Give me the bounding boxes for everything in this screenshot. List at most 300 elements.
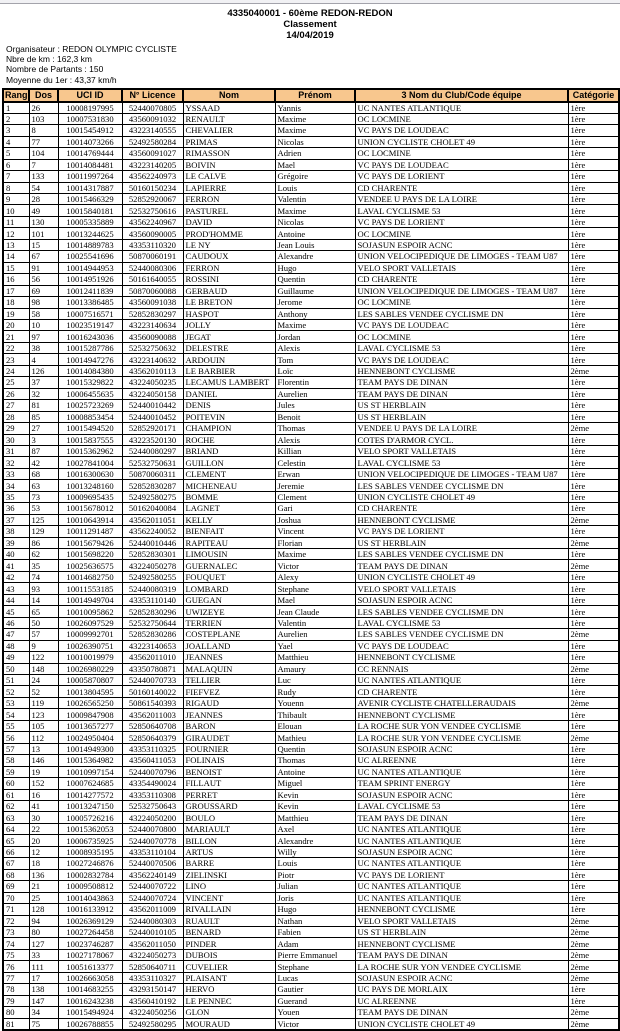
table-row (3, 411, 619, 422)
cell-categorie: 1ère (568, 251, 619, 262)
cell-club: OC LOCMINE (355, 297, 568, 308)
cell-club: LES SABLES VENDEE CYCLISME DN (355, 308, 568, 319)
cell-rang: 1 (3, 102, 29, 114)
cell-nom: ROCHE (183, 434, 275, 445)
cell-rang: 12 (3, 228, 29, 239)
cell-nom: BARON (183, 720, 275, 731)
cell-prenom: Julian (275, 881, 355, 892)
cell-rang: 39 (3, 537, 29, 548)
cell-nom: PINDER (183, 938, 275, 949)
cell-club: LES SABLES VENDEE CYCLISME DN (355, 606, 568, 617)
cell-prenom: Killian (275, 445, 355, 456)
cell-nom: JEANNES (183, 652, 275, 663)
cell-prenom: Anthony (275, 308, 355, 319)
cell-club: VC PAYS DE LORIENT (355, 869, 568, 880)
cell-nom: GUERNALEC (183, 560, 275, 571)
cell-rang: 55 (3, 720, 29, 731)
cell-prenom: Nicolas (275, 136, 355, 147)
cell-licence: 52852830286 (122, 629, 183, 640)
cell-prenom: Thibault (275, 709, 355, 720)
cell-dos: 87 (29, 445, 58, 456)
cell-dos: 119 (29, 697, 58, 708)
cell-club: VC PAYS DE LORIENT (355, 216, 568, 227)
cell-club: TEAM PAYS DE DINAN (355, 1007, 568, 1018)
cell-prenom: Alexis (275, 434, 355, 445)
cell-rang: 13 (3, 239, 29, 250)
race-title: 4335040001 - 60ème REDON-REDON (227, 8, 393, 19)
cell-dos: 93 (29, 583, 58, 594)
cell-rang: 40 (3, 549, 29, 560)
cell-rang: 67 (3, 858, 29, 869)
cell-rang: 68 (3, 869, 29, 880)
cell-club: HENNEBONT CYCLISME (355, 365, 568, 376)
cell-club: VC PAYS DE LOUDEAC (355, 354, 568, 365)
cell-nom: GLON (183, 1007, 275, 1018)
cell-uci_id: 10012411839 (58, 285, 122, 296)
cell-categorie: 1ère (568, 354, 619, 365)
cell-prenom: Fabien (275, 926, 355, 937)
cell-categorie: 1ère (568, 319, 619, 330)
cell-club: CC RENNAIS (355, 663, 568, 674)
cell-uci_id: 10014084380 (58, 365, 122, 376)
cell-dos: 126 (29, 365, 58, 376)
cell-categorie: 1ère (568, 594, 619, 605)
cell-licence: 43560090088 (122, 331, 183, 342)
cell-dos: 50 (29, 617, 58, 628)
table-row (3, 136, 619, 147)
cell-licence: 43560090005 (122, 228, 183, 239)
table-row (3, 675, 619, 686)
cell-rang: 41 (3, 560, 29, 571)
cell-categorie: 1ère (568, 892, 619, 903)
cell-uci_id: 10011291487 (58, 526, 122, 537)
cell-prenom: Tom (275, 354, 355, 365)
cell-rang: 24 (3, 365, 29, 376)
cell-uci_id: 10016300630 (58, 468, 122, 479)
cell-licence: 52852830301 (122, 549, 183, 560)
cell-nom: BENARD (183, 926, 275, 937)
cell-club: LA ROCHE SUR YON VENDEE CYCLISME (355, 961, 568, 972)
cell-dos: 128 (29, 904, 58, 915)
cell-licence: 52852830297 (122, 308, 183, 319)
table-row (3, 1007, 619, 1018)
cell-categorie: 1ère (568, 755, 619, 766)
cell-categorie: 1ère (568, 171, 619, 182)
cell-uci_id: 10015364982 (58, 755, 122, 766)
table-row (3, 457, 619, 468)
cell-categorie: 1ère (568, 136, 619, 147)
cell-uci_id: 10007624685 (58, 778, 122, 789)
cell-uci_id: 10023746287 (58, 938, 122, 949)
table-row (3, 148, 619, 159)
cell-licence: 43224050158 (122, 388, 183, 399)
cell-categorie: 1ère (568, 308, 619, 319)
table-row (3, 480, 619, 491)
cell-rang: 35 (3, 491, 29, 502)
cell-dos: 152 (29, 778, 58, 789)
table-row (3, 331, 619, 342)
cell-nom: LIMOUSIN (183, 549, 275, 560)
cell-categorie: 2ème (568, 1007, 619, 1018)
cell-licence: 43562011051 (122, 514, 183, 525)
cell-dos: 56 (29, 274, 58, 285)
cell-licence: 50870060191 (122, 251, 183, 262)
cell-club: UC NANTES ATLANTIQUE (355, 858, 568, 869)
cell-rang: 51 (3, 675, 29, 686)
cell-prenom: Loïc (275, 365, 355, 376)
cell-rang: 45 (3, 606, 29, 617)
cell-categorie: 1ère (568, 709, 619, 720)
cell-club: HENNEBONT CYCLISME (355, 709, 568, 720)
cell-rang: 21 (3, 331, 29, 342)
cell-nom: HASPOT (183, 308, 275, 319)
cell-rang: 54 (3, 709, 29, 720)
cell-nom: BENOIST (183, 766, 275, 777)
cell-uci_id: 10015466329 (58, 193, 122, 204)
cell-nom: FOLINAIS (183, 755, 275, 766)
cell-club: UNION CYCLISTE CHOLET 49 (355, 491, 568, 502)
cell-licence: 52850640708 (122, 720, 183, 731)
cell-nom: GERBAUD (183, 285, 275, 296)
cell-uci_id: 10026980229 (58, 663, 122, 674)
cell-prenom: Hugo (275, 904, 355, 915)
cell-prenom: Aurelien (275, 388, 355, 399)
cell-dos: 4 (29, 354, 58, 365)
cell-nom: MALAQUIN (183, 663, 275, 674)
header-row (3, 89, 619, 102)
cell-nom: MOURAUD (183, 1018, 275, 1030)
cell-licence: 52492580284 (122, 136, 183, 147)
cell-nom: BOMME (183, 491, 275, 502)
cell-licence: 43223140653 (122, 640, 183, 651)
cell-dos: 58 (29, 308, 58, 319)
cell-dos: 136 (29, 869, 58, 880)
cell-licence: 52852830296 (122, 606, 183, 617)
cell-categorie: 1ère (568, 285, 619, 296)
cell-rang: 8 (3, 182, 29, 193)
cell-licence: 52440080306 (122, 262, 183, 273)
cell-club: VELO SPORT VALLETAIS (355, 583, 568, 594)
cell-licence: 43562240052 (122, 526, 183, 537)
cell-nom: BIENFAIT (183, 526, 275, 537)
cell-categorie: 1ère (568, 491, 619, 502)
cell-uci_id: 10007516571 (58, 308, 122, 319)
cell-club: TEAM SPRINT ENERGY (355, 778, 568, 789)
cell-uci_id: 10014949300 (58, 743, 122, 754)
cell-categorie: 2ème (568, 514, 619, 525)
cell-rang: 43 (3, 583, 29, 594)
cell-club: UC ALREENNE (355, 995, 568, 1006)
cell-rang: 7 (3, 171, 29, 182)
cell-nom: DANIEL (183, 388, 275, 399)
cell-categorie: 1ère (568, 102, 619, 114)
cell-licence: 52440070778 (122, 835, 183, 846)
cell-dos: 73 (29, 491, 58, 502)
cell-prenom: Rudy (275, 686, 355, 697)
table-row (3, 984, 619, 995)
cell-licence: 52440070800 (122, 823, 183, 834)
cell-club: VELO SPORT VALLETAIS (355, 445, 568, 456)
cell-nom: YSSAAD (183, 102, 275, 114)
table-row (3, 904, 619, 915)
cell-licence: 50870060311 (122, 468, 183, 479)
cell-prenom: Gari (275, 503, 355, 514)
cell-club: VC PAYS DE LORIENT (355, 526, 568, 537)
cell-club: LAVAL CYCLISME 53 (355, 342, 568, 353)
cell-prenom: Florentin (275, 377, 355, 388)
cell-rang: 26 (3, 388, 29, 399)
cell-club: TEAM PAYS DE DINAN (355, 377, 568, 388)
cell-club: CD CHARENTE (355, 503, 568, 514)
column-header-prenom: Prénom (275, 89, 355, 102)
cell-nom: TELLIER (183, 675, 275, 686)
cell-uci_id: 10016243036 (58, 331, 122, 342)
cell-prenom: Jean Louis (275, 239, 355, 250)
cell-licence: 43353110320 (122, 239, 183, 250)
cell-uci_id: 10025723269 (58, 400, 122, 411)
cell-nom: CAUDOUX (183, 251, 275, 262)
cell-club: SOJASUN ESPOIR ACNC (355, 789, 568, 800)
cell-uci_id: 10026565250 (58, 697, 122, 708)
cell-rang: 60 (3, 778, 29, 789)
cell-categorie: 1ère (568, 182, 619, 193)
cell-rang: 73 (3, 926, 29, 937)
table-row (3, 846, 619, 857)
cell-dos: 28 (29, 193, 58, 204)
cell-rang: 25 (3, 377, 29, 388)
cell-uci_id: 10015679426 (58, 537, 122, 548)
cell-dos: 32 (29, 388, 58, 399)
cell-licence: 43353110104 (122, 846, 183, 857)
cell-prenom: Vincent (275, 526, 355, 537)
cell-uci_id: 10016243238 (58, 995, 122, 1006)
cell-dos: 130 (29, 216, 58, 227)
cell-club: SOJASUN ESPOIR ACNC (355, 743, 568, 754)
cell-categorie: 1ère (568, 148, 619, 159)
cell-dos: 26 (29, 102, 58, 114)
table-row (3, 445, 619, 456)
cell-categorie: 2ème (568, 961, 619, 972)
cell-uci_id: 10010095862 (58, 606, 122, 617)
cell-uci_id: 10015287786 (58, 342, 122, 353)
cell-categorie: 2ème (568, 560, 619, 571)
table-row (3, 319, 619, 330)
cell-licence: 43562011009 (122, 904, 183, 915)
cell-prenom: Jules (275, 400, 355, 411)
cell-club: OC LOCMINE (355, 228, 568, 239)
cell-nom: GIRAUDET (183, 732, 275, 743)
cell-categorie: 1ère (568, 297, 619, 308)
cell-uci_id: 10013247150 (58, 801, 122, 812)
cell-licence: 43560091038 (122, 297, 183, 308)
cell-club: TEAM PAYS DE DINAN (355, 388, 568, 399)
cell-categorie: 2ème (568, 938, 619, 949)
cell-rang: 42 (3, 571, 29, 582)
cell-categorie: 1ère (568, 652, 619, 663)
cell-nom: JEANNES (183, 709, 275, 720)
cell-licence: 43353110327 (122, 972, 183, 983)
column-header-rang: Rang (5, 90, 28, 101)
cell-nom: FERRON (183, 193, 275, 204)
cell-dos: 67 (29, 251, 58, 262)
cell-categorie: 1ère (568, 904, 619, 915)
cell-nom: GUEGAN (183, 594, 275, 605)
cell-uci_id: 10014277572 (58, 789, 122, 800)
cell-club: TEAM PAYS DE DINAN (355, 812, 568, 823)
cell-club: UC NANTES ATLANTIQUE (355, 892, 568, 903)
cell-categorie: 1ère (568, 720, 619, 731)
cell-dos: 41 (29, 801, 58, 812)
cell-rang: 19 (3, 308, 29, 319)
cell-licence: 52852920067 (122, 193, 183, 204)
table-row (3, 388, 619, 399)
document-type: Classement (283, 19, 337, 30)
cell-prenom: Maxime (275, 549, 355, 560)
cell-prenom: Celestin (275, 457, 355, 468)
cell-club: UNION CYCLISTE CHOLET 49 (355, 136, 568, 147)
table-row (3, 239, 619, 250)
table-row (3, 778, 619, 789)
cell-categorie: 1ère (568, 778, 619, 789)
cell-nom: BOIVIN (183, 159, 275, 170)
table-row (3, 262, 619, 273)
cell-categorie: 1ère (568, 606, 619, 617)
cell-dos: 101 (29, 228, 58, 239)
table-row (3, 514, 619, 525)
cell-club: AVENIR CYCLISTE CHATELLERAUDAIS (355, 697, 568, 708)
cell-licence: 52440070796 (122, 766, 183, 777)
cell-licence: 52852830287 (122, 480, 183, 491)
cell-uci_id: 10013804595 (58, 686, 122, 697)
cell-categorie: 1ère (568, 583, 619, 594)
cell-rang: 81 (3, 1018, 29, 1030)
cell-prenom: Victor (275, 560, 355, 571)
cell-dos: 146 (29, 755, 58, 766)
cell-dos: 103 (29, 113, 58, 124)
table-row (3, 365, 619, 376)
cell-prenom: Amaury (275, 663, 355, 674)
cell-nom: CLEMENT (183, 468, 275, 479)
cell-uci_id: 10006735925 (58, 835, 122, 846)
table-row (3, 297, 619, 308)
cell-prenom: Jerome (275, 297, 355, 308)
cell-prenom: Maxime (275, 319, 355, 330)
cell-uci_id: 10015454912 (58, 125, 122, 136)
cell-categorie: 2ème (568, 629, 619, 640)
cell-dos: 17 (29, 972, 58, 983)
cell-rang: 53 (3, 697, 29, 708)
cell-categorie: 1ère (568, 881, 619, 892)
cell-prenom: Alexis (275, 342, 355, 353)
cell-categorie: 1ère (568, 869, 619, 880)
cell-uci_id: 10014949704 (58, 594, 122, 605)
table-row (3, 102, 619, 114)
cell-licence: 52440070805 (122, 102, 183, 114)
cell-rang: 48 (3, 640, 29, 651)
cell-categorie: 1ère (568, 812, 619, 823)
cell-licence: 52440010442 (122, 400, 183, 411)
cell-club: UNION CYCLISTE CHOLET 49 (355, 1018, 568, 1030)
cell-prenom: Jeremie (275, 480, 355, 491)
cell-rang: 33 (3, 468, 29, 479)
cell-licence: 43223140205 (122, 159, 183, 170)
cell-nom: JOALLAND (183, 640, 275, 651)
cell-uci_id: 10002832784 (58, 869, 122, 880)
cell-dos: 85 (29, 411, 58, 422)
cell-categorie: 2ème (568, 972, 619, 983)
cell-prenom: Victor (275, 1018, 355, 1030)
cell-nom: PROD'HOMME (183, 228, 275, 239)
table-row (3, 423, 619, 434)
cell-licence: 52532750631 (122, 457, 183, 468)
cell-licence: 52440070506 (122, 858, 183, 869)
cell-rang: 70 (3, 892, 29, 903)
page-top-strip (0, 0, 620, 4)
cell-dos: 33 (29, 949, 58, 960)
cell-nom: RIVALLAIN (183, 904, 275, 915)
cell-prenom: Axel (275, 823, 355, 834)
table-row (3, 125, 619, 136)
cell-nom: BOULO (183, 812, 275, 823)
race-date: 14/04/2019 (286, 30, 334, 41)
cell-licence: 43560410192 (122, 995, 183, 1006)
cell-licence: 52532750632 (122, 342, 183, 353)
cell-licence: 52440080319 (122, 583, 183, 594)
table-row (3, 491, 619, 502)
cell-rang: 72 (3, 915, 29, 926)
cell-uci_id: 10014683255 (58, 984, 122, 995)
cell-nom: VINCENT (183, 892, 275, 903)
cell-dos: 42 (29, 457, 58, 468)
column-header-nom: Nom (183, 89, 275, 102)
table-row (3, 812, 619, 823)
cell-categorie: 1ère (568, 434, 619, 445)
cell-nom: RENAULT (183, 113, 275, 124)
cell-prenom: Nicolas (275, 216, 355, 227)
table-row (3, 159, 619, 170)
cell-prenom: Mael (275, 594, 355, 605)
cell-club: CD CHARENTE (355, 182, 568, 193)
table-row (3, 858, 619, 869)
table-row (3, 571, 619, 582)
cell-nom: TERRIEN (183, 617, 275, 628)
cell-dos: 22 (29, 823, 58, 834)
cell-categorie: 1ère (568, 331, 619, 342)
cell-prenom: Jean Claude (275, 606, 355, 617)
cell-club: UC NANTES ATLANTIQUE (355, 823, 568, 834)
cell-categorie: 1ère (568, 228, 619, 239)
cell-dos: 53 (29, 503, 58, 514)
cell-dos: 68 (29, 468, 58, 479)
cell-prenom: Antoine (275, 228, 355, 239)
cell-categorie: 1ère (568, 388, 619, 399)
cell-licence: 52850640379 (122, 732, 183, 743)
cell-categorie: 1ère (568, 503, 619, 514)
cell-licence: 43353110325 (122, 743, 183, 754)
cell-rang: 28 (3, 411, 29, 422)
table-row (3, 342, 619, 353)
cell-dos: 30 (29, 812, 58, 823)
cell-uci_id: 10023519147 (58, 319, 122, 330)
cell-dos: 65 (29, 606, 58, 617)
cell-licence: 43562010113 (122, 365, 183, 376)
cell-prenom: Antoine (275, 766, 355, 777)
cell-rang: 16 (3, 274, 29, 285)
table-row (3, 697, 619, 708)
cell-prenom: Adam (275, 938, 355, 949)
table-row (3, 354, 619, 365)
cell-rang: 34 (3, 480, 29, 491)
